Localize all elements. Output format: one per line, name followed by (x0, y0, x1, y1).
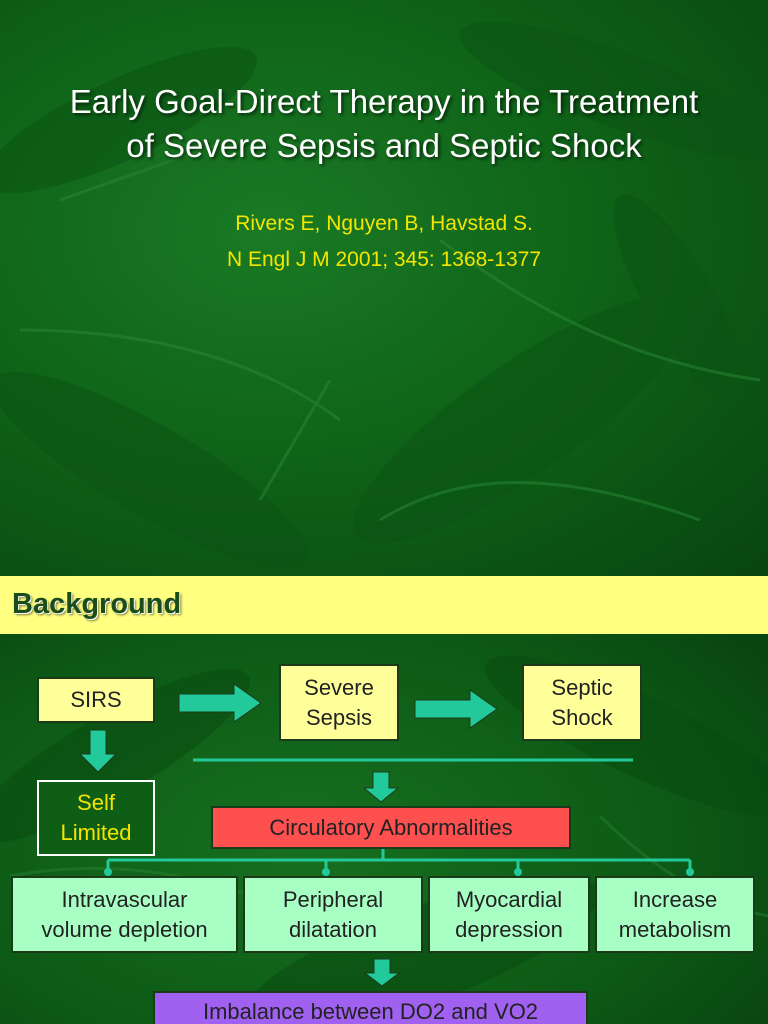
self-limited-line-2: Limited (60, 820, 132, 845)
branch-dot-3 (514, 868, 522, 876)
circulatory-label: Circulatory Abnormalities (269, 814, 513, 840)
cause-line-1: Peripheral (282, 886, 384, 912)
cause-box-myocardial (428, 876, 590, 953)
authors: Rivers E, Nguyen B, Havstad S. (235, 212, 533, 235)
title-line-1: Early Goal-Direct Therapy in the Treatment (69, 83, 699, 120)
cause-line-2: metabolism (618, 916, 732, 942)
cause-line-1: Intravascular (61, 886, 188, 912)
cause-line-2: depression (455, 916, 563, 942)
severe-sepsis-line-1: Severe (304, 674, 374, 700)
sirs-box (37, 677, 155, 723)
heading: Background (12, 588, 182, 620)
branch-dot-4 (686, 868, 694, 876)
cause-line-1: Myocardial (455, 886, 563, 912)
arrow-sirs-to-self (80, 730, 116, 772)
arrow-to-imbalance (365, 959, 399, 986)
cause-box-metabolism (595, 876, 755, 953)
citation: N Engl J M 2001; 345: 1368-1377 (226, 248, 542, 271)
background-slide (0, 576, 768, 1024)
imbalance-label: Imbalance between DO2 and VO2 (202, 999, 539, 1024)
septic-shock-line-1: Septic (551, 674, 613, 700)
cause-box-peripheral (243, 876, 423, 953)
arrow-sirs-to-severe (179, 684, 261, 722)
branch-dot-2 (322, 868, 330, 876)
title-line-2: of Severe Sepsis and Septic Shock (126, 127, 642, 164)
cause-line-2: volume depletion (41, 916, 208, 942)
septic-shock-box (522, 664, 642, 741)
cause-line-2: dilatation (288, 916, 378, 942)
cause-line-1: Increase (632, 886, 718, 912)
arrow-to-circulatory (364, 772, 398, 802)
severe-sepsis-box (279, 664, 399, 741)
self-limited-box (37, 780, 155, 856)
imbalance-box (153, 991, 588, 1024)
branch-dot-1 (104, 868, 112, 876)
self-limited-line-1: Self (77, 790, 115, 815)
circulatory-abnormalities-box (211, 806, 571, 849)
arrow-severe-to-septic (415, 690, 497, 728)
cause-box-intravascular (11, 876, 238, 953)
severe-sepsis-line-2: Sepsis (305, 704, 373, 730)
sirs-label: SIRS (70, 687, 122, 712)
septic-shock-line-2: Shock (551, 704, 613, 730)
